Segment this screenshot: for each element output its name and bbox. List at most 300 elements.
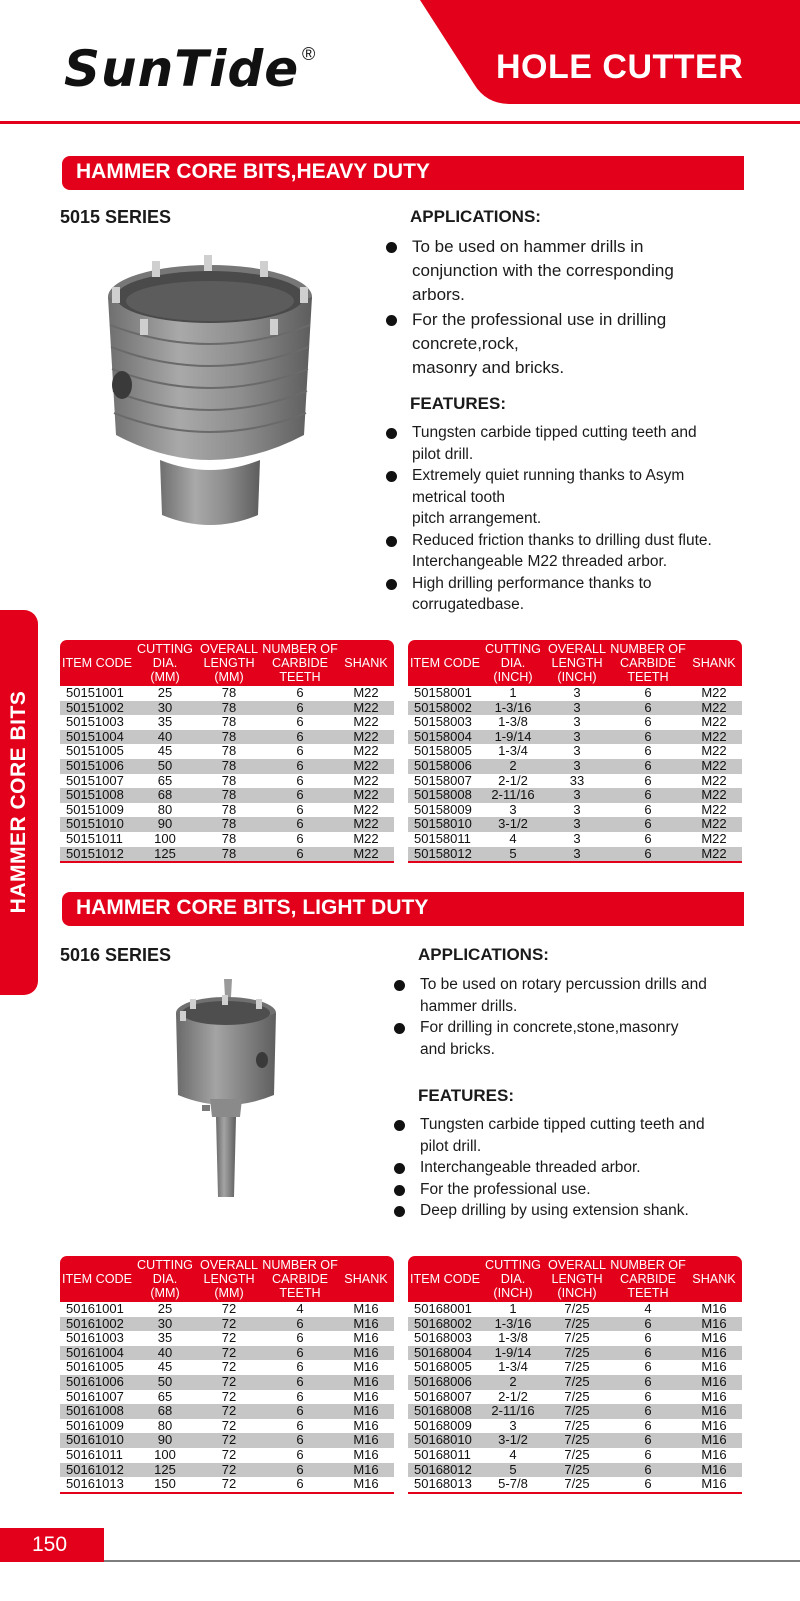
table-row (408, 686, 742, 701)
column-header (196, 1256, 262, 1302)
item-code-cell: 50168003 (414, 1330, 472, 1346)
table-cell: 6 (644, 1330, 652, 1346)
table-cell: 6 (262, 730, 338, 745)
table-cell: 72 (196, 1375, 262, 1390)
table-cell: 3 (544, 759, 610, 774)
table-cell: M16 (701, 1301, 727, 1316)
table-cell: 6 (262, 817, 338, 832)
table-cell: 35 (157, 1330, 173, 1346)
table-row (60, 759, 394, 774)
table-cell: 72 (196, 1463, 262, 1478)
table-cell: 1-3/16 (482, 701, 544, 716)
table-row (408, 1375, 742, 1390)
feature-item (386, 422, 756, 465)
table-cell: 4 (509, 1446, 517, 1462)
column-header (60, 1256, 134, 1302)
item-code-cell: 50151001 (66, 685, 124, 700)
column-header-line: ITEM CODE (62, 1272, 132, 1286)
table-cell: 50 (134, 759, 196, 774)
table-cell: 6 (610, 759, 686, 774)
table-cell: 3 (509, 801, 517, 817)
table-cell: 4 (509, 830, 517, 846)
table-cell: 7/25 (544, 1317, 610, 1332)
table-row (408, 1317, 742, 1332)
table-header-row (408, 1256, 742, 1302)
table-cell: M16 (338, 1404, 394, 1419)
column-header-line: SHANK (692, 1272, 736, 1286)
table-cell: M16 (686, 1477, 742, 1493)
table-cell: 50 (134, 1375, 196, 1390)
table-row (60, 832, 394, 847)
table-cell: 100 (154, 830, 176, 846)
table-cell: 6 (262, 1346, 338, 1361)
item-code-cell: 50161012 (60, 1463, 134, 1478)
item-code-cell: 50161006 (60, 1375, 134, 1390)
column-header (196, 640, 262, 686)
column-header-line: DIA. (500, 656, 526, 670)
table-cell: 1-9/14 (482, 1346, 544, 1361)
heavy-duty-core-bit-image (100, 255, 330, 555)
table-row (60, 686, 394, 701)
item-code-cell: 50161005 (66, 1359, 124, 1375)
column-header (610, 640, 686, 686)
table-cell: 6 (262, 1375, 338, 1390)
table-cell: M16 (701, 1359, 727, 1375)
table-cell: M16 (686, 1404, 742, 1419)
column-header (134, 1256, 196, 1302)
table-cell: M22 (701, 772, 727, 788)
table-cell: M22 (353, 830, 379, 846)
table-row (60, 788, 394, 803)
item-code-cell: 50151005 (66, 743, 124, 759)
table-cell: 6 (296, 1446, 304, 1462)
table-cell: 6 (296, 743, 304, 759)
table-cell: 6 (296, 714, 304, 730)
table-header-row (408, 640, 742, 686)
table-cell: M16 (353, 1301, 379, 1316)
column-header-line: OVERALL (199, 1258, 259, 1272)
application-item (386, 308, 746, 380)
application-line: To be used on hammer drills in (412, 237, 644, 256)
applications-title-heavy: APPLICATIONS: (410, 207, 541, 226)
feature-item (394, 1114, 754, 1157)
table-cell: 6 (610, 730, 686, 745)
table-cell: M22 (686, 701, 742, 716)
table-cell: 3 (544, 788, 610, 803)
feature-line: For the professional use. (420, 1180, 591, 1198)
table-cell: M16 (686, 1463, 742, 1478)
table-row (60, 1390, 394, 1405)
table-cell: M16 (701, 1446, 727, 1462)
column-header-line: SHANK (344, 1272, 388, 1286)
application-line: To be used on rotary percussion drills and (420, 976, 707, 993)
table-row (60, 715, 394, 730)
item-code-cell: 50158009 (414, 801, 472, 817)
table-cell: M22 (701, 743, 727, 759)
item-code-cell: 50161004 (60, 1346, 134, 1361)
table-cell: 65 (157, 772, 173, 788)
column-header-line: (MM) (214, 1286, 244, 1300)
table-cell: 78 (221, 714, 237, 730)
table-cell: 6 (610, 701, 686, 716)
feature-line: corrugatedbase. (412, 596, 525, 613)
table-cell: 78 (196, 817, 262, 832)
column-header-line: SHANK (692, 656, 736, 670)
column-header-line: ITEM CODE (410, 1272, 480, 1286)
application-line: arbors. (412, 285, 465, 304)
column-header-line: DIA. (500, 1272, 526, 1286)
table-row (60, 1346, 394, 1361)
table-cell: 78 (196, 788, 262, 803)
column-header (686, 1256, 742, 1302)
table-cell: 3-1/2 (482, 1433, 544, 1448)
section-banner-light-duty: HAMMER CORE BITS, LIGHT DUTY (62, 892, 744, 926)
table-cell: M16 (686, 1375, 742, 1390)
features-block-light (394, 1086, 754, 1222)
application-line: For the professional use in drilling (412, 310, 667, 329)
table-cell: 5 (482, 1463, 544, 1478)
table-cell: 30 (134, 1317, 196, 1332)
column-header-line: SHANK (344, 656, 388, 670)
table-row (408, 730, 742, 745)
table-cell: 68 (134, 1404, 196, 1419)
table-row (60, 1331, 394, 1346)
table-cell: 6 (644, 1359, 652, 1375)
applications-block-light (394, 945, 754, 1060)
table-cell: 5-7/8 (482, 1477, 544, 1493)
column-header-line: CUTTING (137, 1258, 193, 1272)
table-row (408, 1448, 742, 1463)
table-cell: 6 (610, 847, 686, 863)
table-cell: M22 (338, 730, 394, 745)
table-cell: 78 (196, 701, 262, 716)
table-cell: M22 (353, 772, 379, 788)
table-cell: 3 (544, 847, 610, 863)
table-cell: 6 (644, 743, 652, 759)
table-cell: 6 (610, 1317, 686, 1332)
feature-item (386, 530, 756, 573)
item-code-cell: 50168002 (408, 1317, 482, 1332)
column-header-line: CARBIDE (272, 1272, 328, 1286)
table-row (60, 1448, 394, 1463)
item-code-cell: 50151007 (66, 772, 124, 788)
table-cell: 6 (262, 1463, 338, 1478)
table-cell: 7/25 (544, 1404, 610, 1419)
table-row (60, 1317, 394, 1332)
column-header-line: CUTTING (485, 642, 541, 656)
table-row (408, 803, 742, 818)
application-item (386, 235, 746, 307)
application-line: concrete,rock, (412, 334, 519, 353)
feature-item (386, 573, 756, 616)
table-cell: M16 (338, 1463, 394, 1478)
table-cell: 6 (296, 772, 304, 788)
item-code-cell: 50151008 (60, 788, 134, 803)
table-row (60, 774, 394, 789)
column-header (262, 1256, 338, 1302)
table-cell: M22 (353, 714, 379, 730)
column-header-line: NUMBER OF (262, 1258, 338, 1272)
table-cell: M22 (338, 847, 394, 863)
column-header (610, 1256, 686, 1302)
table-cell: M16 (338, 1477, 394, 1493)
table-row (60, 730, 394, 745)
table-row (408, 1477, 742, 1493)
table-row (60, 1477, 394, 1493)
table-row (408, 847, 742, 863)
applications-title-light: APPLICATIONS: (418, 945, 549, 964)
table-cell: M22 (686, 847, 742, 863)
table-row (60, 744, 394, 759)
column-header (544, 640, 610, 686)
table-cell: 3-1/2 (482, 817, 544, 832)
feature-item (394, 1179, 754, 1201)
item-code-cell: 50161010 (60, 1433, 134, 1448)
column-header-line: LENGTH (551, 656, 603, 670)
column-header-line: (INCH) (557, 1286, 597, 1300)
item-code-cell: 50158006 (408, 759, 482, 774)
side-tab-label: HAMMER CORE BITS (7, 690, 30, 914)
table-cell: 6 (296, 1417, 304, 1433)
table-cell: M22 (353, 801, 379, 817)
features-title-light: FEATURES: (418, 1086, 515, 1105)
column-header-line: (INCH) (493, 1286, 533, 1300)
table-row (408, 701, 742, 716)
table-row (60, 1419, 394, 1434)
table-cell: 3 (573, 685, 581, 700)
table-cell: 80 (157, 801, 173, 817)
table-row (408, 832, 742, 847)
series-label-5016: 5016 SERIES (60, 945, 172, 965)
table-cell: 3 (509, 1417, 517, 1433)
series-label-5015: 5015 SERIES (60, 207, 172, 227)
page-number: 150 (0, 1528, 104, 1562)
table-cell: M16 (701, 1388, 727, 1404)
table-cell: 45 (157, 1359, 173, 1375)
brand-name: SunTide (64, 40, 300, 98)
table-cell: 4 (644, 1301, 652, 1316)
table-row (60, 1463, 394, 1478)
item-code-cell: 50161003 (66, 1330, 124, 1346)
feature-line: metrical tooth (412, 488, 506, 506)
column-header-line: CARBIDE (620, 1272, 676, 1286)
column-header-line: TEETH (627, 670, 669, 684)
table-header-row (60, 1256, 394, 1302)
table-row (408, 759, 742, 774)
column-header (338, 1256, 394, 1302)
spec-table-heavy-mm (60, 640, 394, 863)
column-header (262, 640, 338, 686)
table-row (408, 1419, 742, 1434)
feature-line: Tungsten carbide tipped cutting teeth and (412, 424, 697, 441)
table-cell: M16 (701, 1417, 727, 1433)
table-cell: M16 (353, 1417, 379, 1433)
table-cell: 1-9/14 (482, 730, 544, 745)
table-row (60, 817, 394, 832)
table-cell: M22 (338, 788, 394, 803)
item-code-cell: 50161002 (60, 1317, 134, 1332)
feature-item (386, 465, 756, 530)
table-cell: 6 (262, 1317, 338, 1332)
spec-table-light-inch (408, 1256, 742, 1494)
application-line: For drilling in concrete,stone,masonry (420, 1019, 679, 1036)
table-cell: 72 (221, 1359, 237, 1375)
column-header-line: ITEM CODE (62, 656, 132, 670)
table-cell: M22 (701, 714, 727, 730)
table-cell: 65 (157, 1388, 173, 1404)
table-cell: 78 (196, 759, 262, 774)
table-cell: 25 (157, 685, 173, 700)
column-header-line: TEETH (279, 670, 321, 684)
table-cell: 7/25 (564, 1301, 590, 1316)
features-block-heavy (386, 394, 756, 616)
column-header-line: CARBIDE (620, 656, 676, 670)
table-cell: M16 (686, 1346, 742, 1361)
application-item (394, 1017, 754, 1060)
table-cell: 7/25 (564, 1388, 590, 1404)
table-cell: M16 (701, 1330, 727, 1346)
item-code-cell: 50161009 (66, 1417, 124, 1433)
table-cell: M16 (686, 1317, 742, 1332)
column-header-line: ITEM CODE (410, 656, 480, 670)
table-cell: M16 (338, 1433, 394, 1448)
table-cell: 3 (544, 730, 610, 745)
table-cell: 6 (644, 801, 652, 817)
table-cell: 1-3/4 (498, 1359, 528, 1375)
table-cell: M16 (353, 1330, 379, 1346)
column-header-line: NUMBER OF (610, 642, 686, 656)
item-code-cell: 50168004 (408, 1346, 482, 1361)
column-header (544, 1256, 610, 1302)
table-cell: 45 (157, 743, 173, 759)
table-row (408, 1390, 742, 1405)
header-title: HOLE CUTTER (496, 48, 744, 86)
table-cell: M16 (353, 1446, 379, 1462)
application-line: and bricks. (420, 1040, 495, 1058)
item-code-cell: 50168006 (408, 1375, 482, 1390)
table-cell: 78 (221, 801, 237, 817)
table-cell: 6 (262, 701, 338, 716)
table-cell: 7/25 (564, 1330, 590, 1346)
table-cell: 4 (296, 1301, 304, 1316)
table-cell: 6 (262, 847, 338, 863)
item-code-cell: 50158004 (408, 730, 482, 745)
table-cell: 72 (196, 1346, 262, 1361)
table-row (408, 817, 742, 832)
table-cell: M16 (338, 1317, 394, 1332)
table-cell: 7/25 (544, 1463, 610, 1478)
table-cell: M22 (353, 685, 379, 700)
table-cell: M22 (686, 730, 742, 745)
table-cell: M16 (686, 1433, 742, 1448)
table-row (408, 1404, 742, 1419)
table-cell: 6 (610, 1346, 686, 1361)
table-cell: 78 (196, 847, 262, 863)
item-code-cell: 50151004 (60, 730, 134, 745)
column-header-line: TEETH (279, 1286, 321, 1300)
table-row (60, 1433, 394, 1448)
application-line: masonry and bricks. (412, 358, 565, 377)
feature-line: Reduced friction thanks to drilling dust flute. (412, 531, 712, 549)
feature-line: Deep drilling by using extension shank. (420, 1202, 689, 1219)
table-cell: 78 (221, 743, 237, 759)
column-header (408, 640, 482, 686)
item-code-cell: 50151009 (66, 801, 124, 817)
table-cell: 6 (644, 1446, 652, 1462)
column-header-line: OVERALL (547, 642, 607, 656)
table-cell: 6 (262, 1477, 338, 1493)
item-code-cell: 50168009 (414, 1417, 472, 1433)
column-header-line: DIA. (152, 656, 178, 670)
feature-line: Interchangeable threaded arbor. (420, 1159, 641, 1176)
table-cell: 6 (296, 801, 304, 817)
item-code-cell: 50158001 (414, 685, 472, 700)
brand-logo (64, 40, 316, 120)
table-cell: 1-3/8 (498, 1330, 528, 1346)
table-cell: 1 (509, 1301, 517, 1316)
column-header-line: NUMBER OF (610, 1258, 686, 1272)
application-line: conjunction with the corresponding (412, 261, 674, 280)
table-row (60, 1302, 394, 1317)
table-cell: 78 (221, 772, 237, 788)
column-header (482, 1256, 544, 1302)
item-code-cell: 50161013 (60, 1477, 134, 1493)
table-row (60, 701, 394, 716)
item-code-cell: 50161008 (60, 1404, 134, 1419)
table-row (408, 1433, 742, 1448)
column-header-line: NUMBER OF (262, 642, 338, 656)
table-cell: 3 (544, 701, 610, 716)
item-code-cell: 50158005 (414, 743, 472, 759)
table-cell: 72 (221, 1301, 237, 1316)
table-cell: 5 (482, 847, 544, 863)
table-cell: 90 (134, 817, 196, 832)
feature-item (394, 1200, 754, 1222)
item-code-cell: 50161007 (66, 1388, 124, 1404)
feature-item (394, 1157, 754, 1179)
table-cell: 6 (262, 759, 338, 774)
table-row (408, 1463, 742, 1478)
side-tab (0, 610, 38, 995)
table-cell: 125 (134, 847, 196, 863)
footer-divider (104, 1560, 800, 1562)
table-cell: 6 (296, 685, 304, 700)
table-cell: M16 (338, 1346, 394, 1361)
table-cell: 78 (221, 830, 237, 846)
table-cell: 2 (482, 1375, 544, 1390)
table-cell: 6 (610, 1375, 686, 1390)
header-divider (0, 121, 800, 124)
table-cell: M22 (701, 830, 727, 846)
table-cell: M16 (353, 1359, 379, 1375)
item-code-cell: 50168010 (408, 1433, 482, 1448)
table-cell: 6 (610, 1404, 686, 1419)
table-cell: 3 (573, 714, 581, 730)
column-header (408, 1256, 482, 1302)
column-header-line: OVERALL (199, 642, 259, 656)
item-code-cell: 50161011 (66, 1446, 123, 1462)
item-code-cell: 50168008 (408, 1404, 482, 1419)
table-cell: 100 (154, 1446, 176, 1462)
table-cell: 1-3/4 (498, 743, 528, 759)
table-cell: 72 (196, 1433, 262, 1448)
table-header-row (60, 640, 394, 686)
table-cell: 80 (157, 1417, 173, 1433)
table-cell: 1-3/8 (498, 714, 528, 730)
feature-line: pilot drill. (420, 1137, 482, 1155)
table-cell: M22 (701, 801, 727, 817)
column-header-line: DIA. (152, 1272, 178, 1286)
